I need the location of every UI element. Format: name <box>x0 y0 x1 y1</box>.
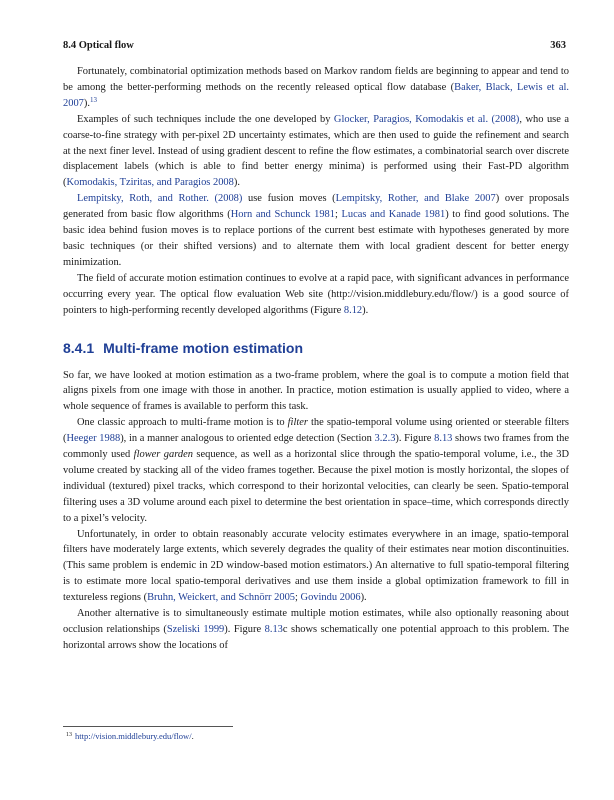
footnote-divider <box>63 726 233 727</box>
citation-link[interactable]: Lempitsky, Roth, and Rother. (2008) <box>77 193 243 205</box>
citation-link[interactable]: Szeliski 1999 <box>166 624 225 635</box>
section-title: Multi-frame motion estimation <box>103 339 304 356</box>
footnote: $^{13}$ http://vision.middlebury.edu/flow/. <box>66 731 194 741</box>
citation-link[interactable]: Govindu 2006 <box>300 592 361 604</box>
citation-link[interactable]: Lucas and Kanade 1981 <box>341 209 446 221</box>
figure-ref[interactable]: 8.12 <box>343 304 363 316</box>
figure-ref[interactable]: 8.13 <box>264 624 283 635</box>
paragraph-2: Examples of such techniques include the one developed by Glocker, Paragios, Komodakis et al. (2008), who use a coarse-to-fine strategy with per-pixel 2D uncertainty estimates, which are then used to guide the refinement and search at the next finer level. Instead of using gradient descent to refine the flow estimates, a combinatorial search over discrete displacement labels (which is able to find better energy minima) is performed using their Fast-PD algorithm (Komodakis, Tziritas, and Paragios 2008). <box>63 113 569 189</box>
paragraph-1: Fortunately, combinatorial optimization methods based on Markov random fields are beginning to appear and tend to be among the better-performing methods on the recently released optical flow database (Baker, Black, Lewis et al. 2007).$^{13}$ <box>63 66 570 109</box>
url-link[interactable]: http://vision.middlebury.edu/flow/ <box>331 288 475 300</box>
citation-link[interactable]: Glocker, Paragios, Komodakis et al. (2008) <box>333 113 520 125</box>
section-number: 8.4.1 <box>63 339 95 356</box>
paragraph-3: Lempitsky, Roth, and Rother. (2008) use fusion moves (Lempitsky, Rother, and Blake 2007) over proposals generated from basic flow algorithms (Horn and Schunck 1981; Lucas and Kanade 1981) to find good solutions. The basic idea behind fusion moves is to replace portions of the current best estimate with hypotheses generated by more basic techniques (or their shifted versions) and to alternate them with local gradient descent for better energy minimization. <box>63 193 570 268</box>
citation-link[interactable]: Komodakis, Tziritas, and Paragios 2008 <box>66 177 234 189</box>
footnote-mark: 13 <box>66 732 72 738</box>
section-ref[interactable]: 3.2.3 <box>374 433 396 445</box>
footnote-url[interactable]: http://vision.middlebury.edu/flow/ <box>75 731 192 741</box>
paragraph-5: So far, we have looked at motion estimation as a two-frame problem, where the goal is to compute a motion field that aligns pixels from one image with those in another. In practice, motion estimation is usually applied to video, where a whole sequence of frames is available to perform this task. <box>63 369 569 413</box>
citation-link[interactable]: Horn and Schunck 1981 <box>230 209 335 221</box>
page-number: 363 <box>550 40 566 51</box>
footnote-ref[interactable]: 13 <box>89 95 97 104</box>
paragraph-8: Another alternative is to simultaneously estimate multiple motion estimates, while also optionally reasoning about occlusion relationships (Szeliski 1999). Figure 8.13c shows schematically one potential approach to this problem. The horizontal arrows show the locations of <box>63 608 569 651</box>
figure-ref[interactable]: 8.13 <box>434 433 453 445</box>
paragraph-6: One classic approach to multi-frame motion is to filter the spatio-temporal volume using oriented or steerable filters (Heeger 1988), in a manner analogous to oriented edge detection (Section 3.2.3). Figure 8.13 shows two frames from the commonly used flower garden sequence, as well as a horizontal slice through the spatio-temporal volume, i.e., the 3D volume created by stacking all of the video frames together. Because the pixel motion is mostly horizontal, the slopes of individual (textured) pixel tracks, which correspond to their horizontal velocities, can clearly be seen. Spatio-temporal filtering uses a 3D volume around each pixel to determine the best orientation in space–time, which corresponds directly to a pixel’s velocity. <box>63 417 570 524</box>
running-header <box>63 40 566 51</box>
header-section-title: 8.4 Optical flow <box>63 40 134 51</box>
paragraph-7: Unfortunately, in order to obtain reasonably accurate velocity estimates everywhere in an image, spatio-temporal filters have moderately large extents, which severely degrades the quality of their estimates near motion discontinuities. (This same problem is endemic in 2D window-based motion estimators.) An alternative to full spatio-temporal filtering is to estimate more local spatio-temporal derivatives and use them inside a global optimization framework to fill in textureless regions (Bruhn, Weickert, and Schnörr 2005; Govindu 2006). <box>63 528 569 604</box>
citation-link[interactable]: Baker, Black, Lewis et al. 2007 <box>63 81 570 109</box>
citation-link[interactable]: Heeger 1988 <box>66 433 121 445</box>
citation-link[interactable]: Lempitsky, Rother, and Blake 2007 <box>335 193 496 205</box>
section-heading <box>63 339 569 357</box>
paragraph-4: The field of accurate motion estimation continues to evolve at a rapid pace, with significant advances in performance occurring every year. The optical flow evaluation Web site (http://vision.middlebury.edu/flow/) is a good source of pointers to high-performing recently developed algorithms (Figure 8.12). <box>63 272 570 316</box>
citation-link[interactable]: Bruhn, Weickert, and Schnörr 2005 <box>147 592 296 604</box>
main-text <box>63 64 569 654</box>
